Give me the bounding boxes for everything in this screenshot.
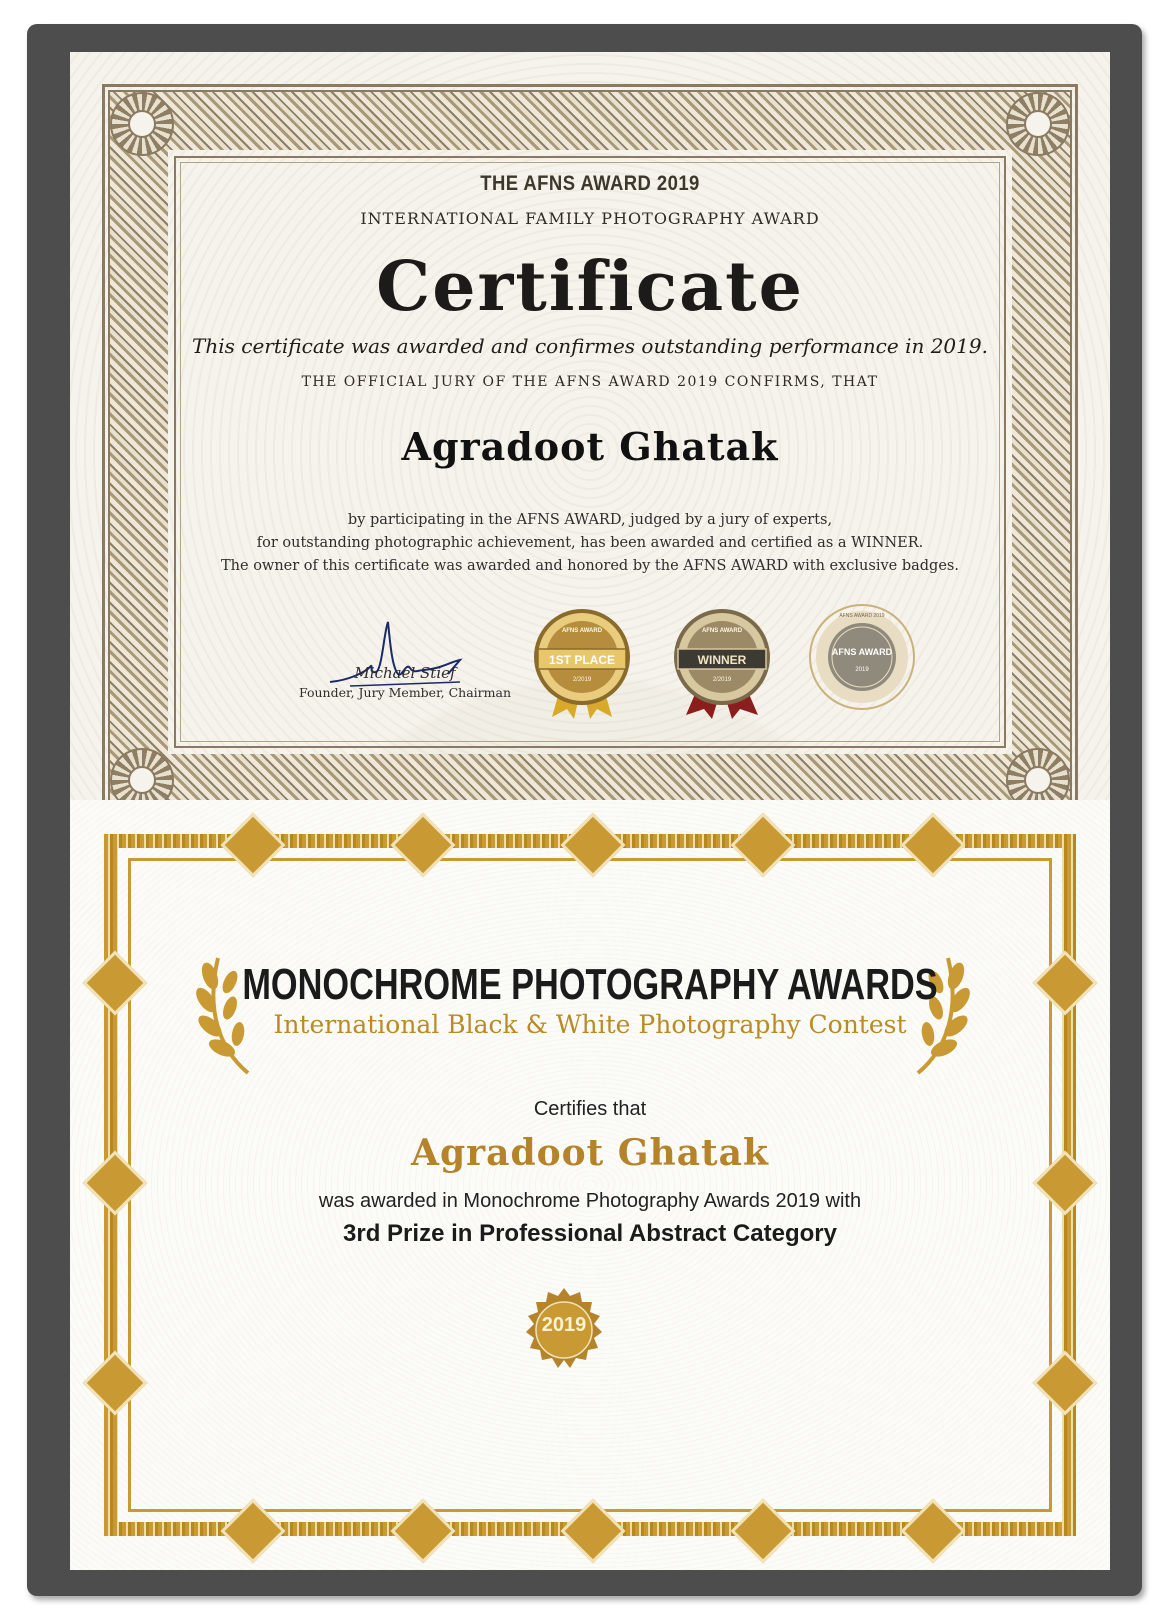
badge-ring-text: AFNS AWARD — [701, 628, 743, 634]
award-name: THE AFNS AWARD 2019 — [480, 172, 700, 195]
badge-sublabel: 2/2019 — [572, 677, 592, 683]
recipient-name: Agradoot Ghatak — [401, 424, 779, 469]
first-place-badge — [522, 597, 642, 722]
certificate-body — [70, 509, 1110, 578]
prize-label: 3rd Prize in Professional Abstract Category — [343, 1220, 837, 1247]
monochrome-certificate — [70, 800, 1110, 1570]
certificate-script-line: This certificate was awarded and confirmes outstanding performance in 2019. — [192, 334, 988, 358]
badge-label: AFNS AWARD — [831, 647, 893, 657]
badge-ring-text: AFNS AWARD 2019 — [839, 613, 885, 619]
contest-subtitle: International Black & White Photography Contest — [273, 1010, 907, 1039]
winner-badge — [662, 597, 782, 722]
seal-year: 2019 — [541, 1314, 587, 1336]
badge-sublabel: 2/2019 — [712, 677, 732, 683]
signer-name: Michael Stief — [354, 664, 456, 682]
recipient-name: Agradoot Ghatak — [411, 1132, 769, 1174]
afns-award-badge — [802, 597, 922, 722]
jury-line: THE OFFICIAL JURY OF THE AFNS AWARD 2019 CONFIRMS, THAT — [301, 374, 879, 390]
badge-label: 1ST PLACE — [548, 653, 616, 667]
body-line: by participating in the AFNS AWARD, judged by a jury of experts, — [347, 512, 833, 528]
afns-certificate — [70, 52, 1110, 852]
body-line: The owner of this certificate was awarded and honored by the AFNS AWARD with exclusive badges. — [221, 558, 959, 574]
body-line: for outstanding photographic achievement, has been awarded and certified as a WINNER. — [256, 535, 924, 551]
badge-sublabel: 2019 — [855, 667, 869, 673]
award-subtitle: INTERNATIONAL FAMILY PHOTOGRAPHY AWARD — [360, 209, 820, 228]
certificate-title: Certificate — [376, 247, 804, 327]
corner-rosette — [1006, 92, 1070, 156]
award-line: was awarded in Monochrome Photography Awards 2019 with — [318, 1190, 862, 1212]
certifies-label: Certifies that — [533, 1098, 647, 1120]
corner-rosette — [110, 92, 174, 156]
badge-label: WINNER — [697, 653, 747, 667]
signer-role: Founder, Jury Member, Chairman — [298, 685, 512, 700]
awards-title: MONOCHROME PHOTOGRAPHY AWARDS — [242, 960, 938, 1009]
badge-ring-text: AFNS AWARD — [561, 628, 603, 634]
